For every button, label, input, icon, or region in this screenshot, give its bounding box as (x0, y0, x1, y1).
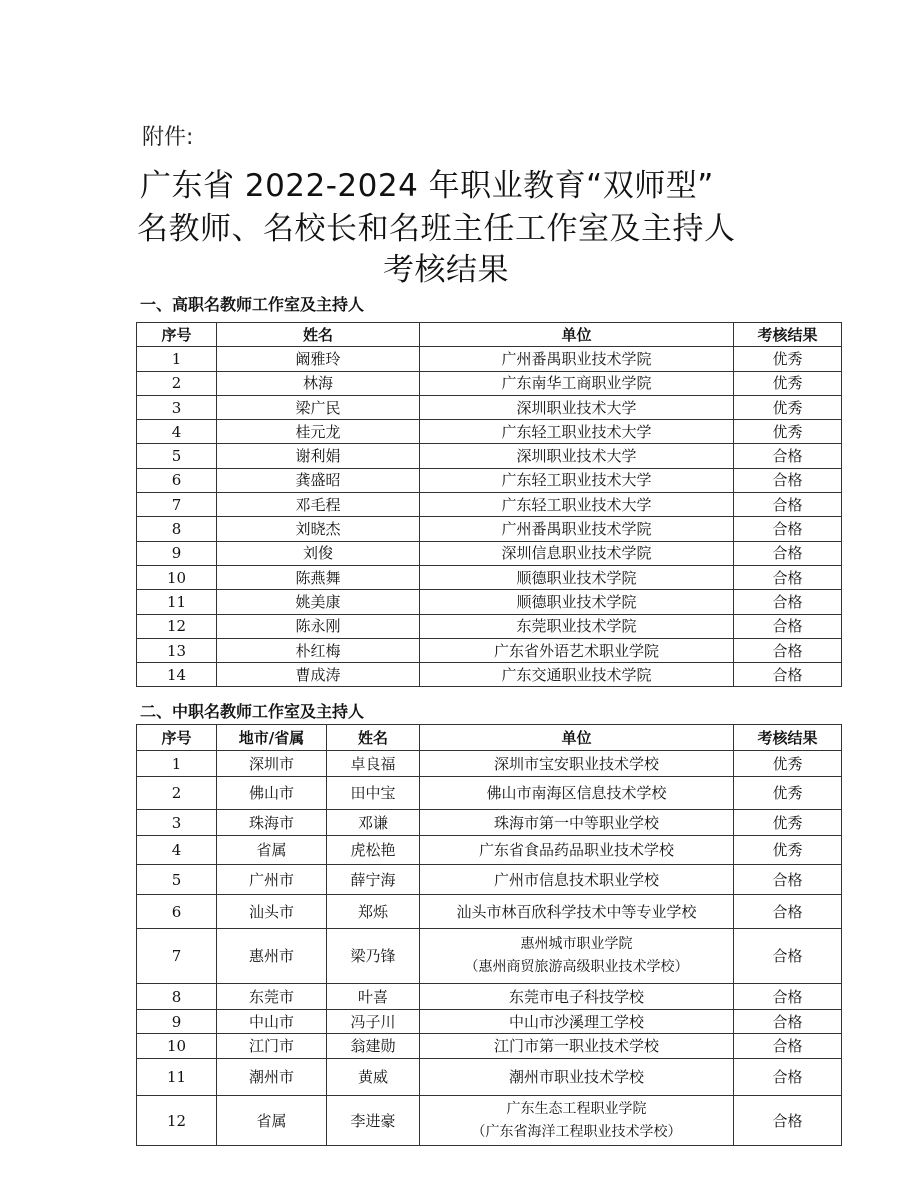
cell-unit: 广东轻工职业技术大学 (420, 420, 734, 444)
cell-result: 合格 (734, 468, 842, 492)
table-row (137, 777, 842, 810)
cell-result: 合格 (734, 1010, 842, 1034)
cell-name: 田中宝 (327, 777, 420, 810)
header-seq: 序号 (137, 323, 217, 347)
table-row (137, 420, 842, 444)
table-row (137, 1059, 842, 1096)
unit-line-1: 江门市第一职业技术学校 (493, 1037, 659, 1055)
cell-result: 合格 (734, 493, 842, 517)
cell-seq: 4 (137, 836, 217, 865)
table-row (137, 1096, 842, 1146)
cell-city: 珠海市 (217, 810, 327, 836)
table-row (137, 810, 842, 836)
header-unit: 单位 (420, 323, 734, 347)
cell-name: 龚盛昭 (217, 468, 420, 492)
cell-unit (420, 929, 734, 984)
unit-line-1: 珠海市第一中等职业学校 (493, 813, 659, 832)
table-row (137, 865, 842, 895)
cell-seq: 8 (137, 984, 217, 1010)
cell-seq: 6 (137, 468, 217, 492)
cell-seq: 12 (137, 1096, 217, 1146)
cell-seq: 9 (137, 1010, 217, 1034)
cell-seq: 13 (137, 638, 217, 662)
table-row (137, 468, 842, 492)
cell-city: 深圳市 (217, 751, 327, 777)
cell-city: 东莞市 (217, 984, 327, 1010)
cell-unit: 顺德职业技术学院 (420, 590, 734, 614)
cell-unit: 广东轻工职业技术大学 (420, 468, 734, 492)
cell-result: 合格 (734, 590, 842, 614)
cell-result: 优秀 (734, 836, 842, 865)
cell-result: 合格 (734, 638, 842, 662)
table-row (137, 590, 842, 614)
cell-unit: 广东南华工商职业学院 (420, 371, 734, 395)
unit-line-2: （惠州商贸旅游高级职业技术学校） (464, 959, 689, 975)
unit-line-1: 广东生态工程职业学院 (506, 1100, 647, 1117)
cell-seq: 9 (137, 541, 217, 565)
cell-result: 优秀 (734, 810, 842, 836)
cell-unit (420, 865, 734, 895)
cell-seq: 3 (137, 395, 217, 419)
cell-seq: 14 (137, 663, 217, 687)
header-name: 姓名 (327, 725, 420, 751)
table-row (137, 895, 842, 929)
unit-line-1: 佛山市南海区信息技术学校 (486, 784, 667, 802)
secondary-vocational-results-table (136, 724, 842, 1146)
cell-result: 合格 (734, 517, 842, 541)
cell-unit: 东莞职业技术学院 (420, 614, 734, 638)
unit-line-1: 汕头市林百欣科学技术中等专业学校 (456, 902, 697, 921)
cell-city: 潮州市 (217, 1059, 327, 1096)
cell-seq: 8 (137, 517, 217, 541)
cell-unit (420, 1096, 734, 1146)
cell-result: 合格 (734, 444, 842, 468)
header-result: 考核结果 (734, 725, 842, 751)
cell-name: 梁乃锋 (327, 929, 420, 984)
cell-unit (420, 836, 734, 865)
cell-city: 江门市 (217, 1034, 327, 1059)
cell-name: 陈燕舞 (217, 565, 420, 589)
header-unit: 单位 (420, 725, 734, 751)
cell-unit: 广州番禺职业技术学院 (420, 347, 734, 371)
cell-name: 梁广民 (217, 395, 420, 419)
cell-name: 林海 (217, 371, 420, 395)
cell-result: 合格 (734, 565, 842, 589)
table-row (137, 347, 842, 371)
cell-seq: 2 (137, 777, 217, 810)
cell-city: 汕头市 (217, 895, 327, 929)
table-row (137, 565, 842, 589)
cell-name: 谢利娟 (217, 444, 420, 468)
unit-line-1: 深圳市宝安职业技术学校 (493, 754, 659, 773)
table-row (137, 836, 842, 865)
cell-name: 邓谦 (327, 810, 420, 836)
unit-line-2: （广东省海洋工程职业技术学校） (471, 1123, 682, 1140)
document-title-line-3: 考核结果 (383, 252, 509, 288)
unit-line-1: 惠州城市职业学院 (520, 936, 633, 952)
cell-result: 合格 (734, 929, 842, 984)
cell-seq: 12 (137, 614, 217, 638)
cell-unit (420, 895, 734, 929)
cell-name: 朴红梅 (217, 638, 420, 662)
cell-seq: 7 (137, 929, 217, 984)
table-row (137, 638, 842, 662)
header-name: 姓名 (217, 323, 420, 347)
cell-unit: 广东交通职业技术学院 (420, 663, 734, 687)
cell-unit (420, 1034, 734, 1059)
cell-city: 省属 (217, 836, 327, 865)
attachment-label: 附件: (142, 125, 194, 150)
cell-unit (420, 984, 734, 1010)
unit-line-1: 广东省食品药品职业技术学校 (478, 841, 674, 859)
cell-name: 阚雅玲 (217, 347, 420, 371)
table-row (137, 929, 842, 984)
cell-city: 中山市 (217, 1010, 327, 1034)
cell-result: 合格 (734, 614, 842, 638)
cell-seq: 4 (137, 420, 217, 444)
table-row (137, 1010, 842, 1034)
cell-name: 桂元龙 (217, 420, 420, 444)
unit-line-1: 东莞市电子科技学校 (508, 987, 644, 1006)
cell-seq: 6 (137, 895, 217, 929)
cell-seq: 10 (137, 1034, 217, 1059)
table-row (137, 614, 842, 638)
cell-result: 合格 (734, 1034, 842, 1059)
cell-result: 合格 (734, 984, 842, 1010)
cell-unit: 深圳职业技术大学 (420, 444, 734, 468)
table-row (137, 517, 842, 541)
header-seq: 序号 (137, 725, 217, 751)
unit-line-1: 潮州市职业技术学校 (508, 1068, 644, 1086)
cell-city: 广州市 (217, 865, 327, 895)
cell-seq: 11 (137, 1059, 217, 1096)
table-row (137, 663, 842, 687)
cell-name: 姚美康 (217, 590, 420, 614)
cell-unit: 广州番禺职业技术学院 (420, 517, 734, 541)
cell-name: 冯子川 (327, 1010, 420, 1034)
cell-city: 省属 (217, 1096, 327, 1146)
cell-seq: 5 (137, 444, 217, 468)
header-city: 地市/省属 (217, 725, 327, 751)
cell-seq: 11 (137, 590, 217, 614)
table-row (137, 984, 842, 1010)
cell-name: 刘俊 (217, 541, 420, 565)
document-title-line-2: 名教师、名校长和名班主任工作室及主持人 (137, 211, 736, 247)
cell-name: 刘晓杰 (217, 517, 420, 541)
table-row (137, 1034, 842, 1059)
cell-name: 曹成涛 (217, 663, 420, 687)
table-row (137, 751, 842, 777)
cell-seq: 1 (137, 347, 217, 371)
cell-result: 优秀 (734, 371, 842, 395)
cell-result: 优秀 (734, 751, 842, 777)
cell-result: 合格 (734, 865, 842, 895)
cell-name: 翁建勋 (327, 1034, 420, 1059)
cell-city: 佛山市 (217, 777, 327, 810)
table-row (137, 541, 842, 565)
cell-result: 合格 (734, 541, 842, 565)
cell-unit (420, 751, 734, 777)
section-1-heading: 一、高职名教师工作室及主持人 (140, 295, 365, 314)
cell-name: 李进豪 (327, 1096, 420, 1146)
cell-result: 优秀 (734, 395, 842, 419)
cell-name: 虎松艳 (327, 836, 420, 865)
table-header-row (137, 725, 842, 751)
cell-result: 合格 (734, 1059, 842, 1096)
cell-result: 合格 (734, 1096, 842, 1146)
cell-name: 薛宁海 (327, 865, 420, 895)
cell-unit (420, 1010, 734, 1034)
cell-seq: 5 (137, 865, 217, 895)
cell-result: 合格 (734, 663, 842, 687)
cell-result: 优秀 (734, 347, 842, 371)
cell-unit (420, 777, 734, 810)
unit-line-1: 广州市信息技术职业学校 (493, 870, 659, 889)
cell-unit: 顺德职业技术学院 (420, 565, 734, 589)
cell-unit: 广东轻工职业技术大学 (420, 493, 734, 517)
unit-line-1: 中山市沙溪理工学校 (508, 1012, 644, 1031)
cell-seq: 7 (137, 493, 217, 517)
document-title-line-1: 广东省 2022-2024 年职业教育“双师型” (140, 168, 714, 204)
higher-vocational-results-table (136, 322, 842, 687)
cell-name: 叶喜 (327, 984, 420, 1010)
cell-unit (420, 1059, 734, 1096)
header-result: 考核结果 (734, 323, 842, 347)
table-row (137, 493, 842, 517)
cell-seq: 2 (137, 371, 217, 395)
cell-name: 陈永刚 (217, 614, 420, 638)
cell-seq: 1 (137, 751, 217, 777)
cell-unit: 深圳信息职业技术学院 (420, 541, 734, 565)
cell-result: 优秀 (734, 777, 842, 810)
cell-seq: 3 (137, 810, 217, 836)
table-row (137, 444, 842, 468)
cell-result: 合格 (734, 895, 842, 929)
cell-unit (420, 810, 734, 836)
cell-unit: 广东省外语艺术职业学院 (420, 638, 734, 662)
table-row (137, 395, 842, 419)
cell-name: 郑烁 (327, 895, 420, 929)
cell-unit: 深圳职业技术大学 (420, 395, 734, 419)
table-row (137, 371, 842, 395)
cell-city: 惠州市 (217, 929, 327, 984)
section-2-heading: 二、中职名教师工作室及主持人 (140, 702, 365, 721)
cell-seq: 10 (137, 565, 217, 589)
cell-name: 邓毛程 (217, 493, 420, 517)
table-header-row (137, 323, 842, 347)
cell-name: 卓良福 (327, 751, 420, 777)
cell-name: 黄威 (327, 1059, 420, 1096)
cell-result: 优秀 (734, 420, 842, 444)
